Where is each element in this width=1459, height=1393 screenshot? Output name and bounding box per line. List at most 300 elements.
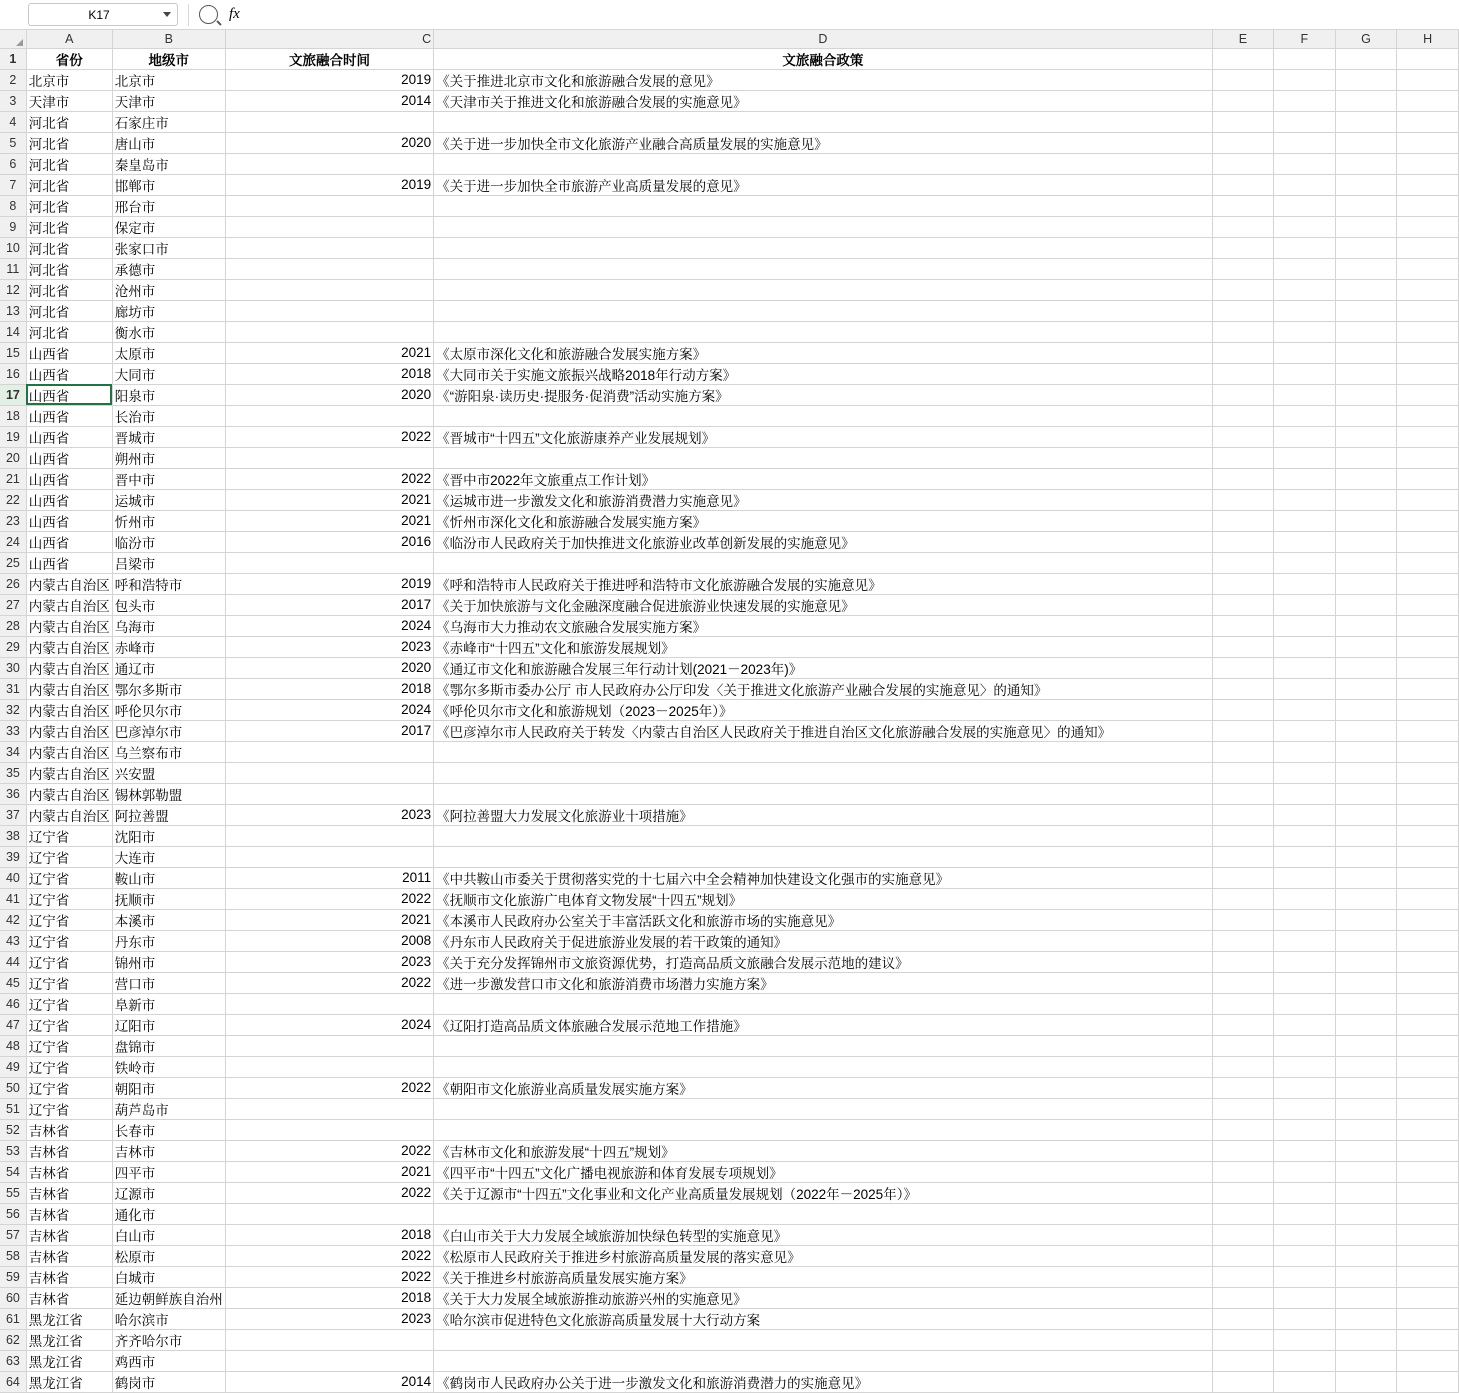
table-row[interactable]	[0, 720, 1459, 741]
cell-b17[interactable]: 阳泉市	[112, 384, 225, 405]
cell-a59[interactable]: 吉林省	[26, 1266, 112, 1287]
cell-e24[interactable]	[1212, 531, 1274, 552]
cell-h42[interactable]	[1397, 909, 1459, 930]
cell-b45[interactable]: 营口市	[112, 972, 225, 993]
row-header[interactable]: 51	[0, 1098, 26, 1119]
table-row[interactable]	[0, 1329, 1459, 1350]
cell-a43[interactable]: 辽宁省	[26, 930, 112, 951]
cell-e26[interactable]	[1212, 573, 1274, 594]
column-header-g[interactable]: G	[1335, 30, 1397, 48]
cell-h28[interactable]	[1397, 615, 1459, 636]
cell-d61[interactable]: 《哈尔滨市促进特色文化旅游高质量发展十大行动方案	[434, 1308, 1213, 1329]
cell-c28[interactable]: 2024	[225, 615, 433, 636]
cell-e63[interactable]	[1212, 1350, 1274, 1371]
cell-d56[interactable]	[434, 1203, 1213, 1224]
cell-c1[interactable]: 文旅融合时间	[225, 48, 433, 69]
cell-h30[interactable]	[1397, 657, 1459, 678]
table-row[interactable]	[0, 909, 1459, 930]
cell-b40[interactable]: 鞍山市	[112, 867, 225, 888]
cell-b29[interactable]: 赤峰市	[112, 636, 225, 657]
cell-g11[interactable]	[1335, 258, 1397, 279]
cell-b1[interactable]: 地级市	[112, 48, 225, 69]
cell-c20[interactable]	[225, 447, 433, 468]
cell-c45[interactable]: 2022	[225, 972, 433, 993]
cell-b58[interactable]: 松原市	[112, 1245, 225, 1266]
row-header[interactable]: 25	[0, 552, 26, 573]
cell-f46[interactable]	[1274, 993, 1335, 1014]
row-header[interactable]: 50	[0, 1077, 26, 1098]
cell-h24[interactable]	[1397, 531, 1459, 552]
cell-c7[interactable]: 2019	[225, 174, 433, 195]
cell-h26[interactable]	[1397, 573, 1459, 594]
cell-c15[interactable]: 2021	[225, 342, 433, 363]
table-row[interactable]	[0, 657, 1459, 678]
cell-b7[interactable]: 邯郸市	[112, 174, 225, 195]
row-header[interactable]: 17	[0, 384, 26, 405]
cell-c51[interactable]	[225, 1098, 433, 1119]
cell-d60[interactable]: 《关于大力发展全域旅游推动旅游兴州的实施意见》	[434, 1287, 1213, 1308]
cell-a11[interactable]: 河北省	[26, 258, 112, 279]
cell-f59[interactable]	[1274, 1266, 1335, 1287]
cell-e5[interactable]	[1212, 132, 1274, 153]
cell-d12[interactable]	[434, 279, 1213, 300]
row-header[interactable]: 57	[0, 1224, 26, 1245]
cell-g7[interactable]	[1335, 174, 1397, 195]
cell-h23[interactable]	[1397, 510, 1459, 531]
cell-h34[interactable]	[1397, 741, 1459, 762]
cell-e28[interactable]	[1212, 615, 1274, 636]
cell-e21[interactable]	[1212, 468, 1274, 489]
cell-c23[interactable]: 2021	[225, 510, 433, 531]
table-row[interactable]	[0, 384, 1459, 405]
cell-e46[interactable]	[1212, 993, 1274, 1014]
cell-f25[interactable]	[1274, 552, 1335, 573]
cell-h22[interactable]	[1397, 489, 1459, 510]
cell-a12[interactable]: 河北省	[26, 279, 112, 300]
cell-f42[interactable]	[1274, 909, 1335, 930]
cell-f7[interactable]	[1274, 174, 1335, 195]
cell-b60[interactable]: 延边朝鲜族自治州	[112, 1287, 225, 1308]
cell-d62[interactable]	[434, 1329, 1213, 1350]
cell-f38[interactable]	[1274, 825, 1335, 846]
cell-h47[interactable]	[1397, 1014, 1459, 1035]
cell-h40[interactable]	[1397, 867, 1459, 888]
cell-c62[interactable]	[225, 1329, 433, 1350]
row-header[interactable]: 12	[0, 279, 26, 300]
cell-d45[interactable]: 《进一步激发营口市文化和旅游消费市场潜力实施方案》	[434, 972, 1213, 993]
table-row[interactable]	[0, 447, 1459, 468]
cell-b49[interactable]: 铁岭市	[112, 1056, 225, 1077]
cell-f55[interactable]	[1274, 1182, 1335, 1203]
cell-b46[interactable]: 阜新市	[112, 993, 225, 1014]
cell-a52[interactable]: 吉林省	[26, 1119, 112, 1140]
cell-e3[interactable]	[1212, 90, 1274, 111]
cell-f52[interactable]	[1274, 1119, 1335, 1140]
cell-a17[interactable]: 山西省	[26, 384, 112, 405]
cell-b18[interactable]: 长治市	[112, 405, 225, 426]
cell-e30[interactable]	[1212, 657, 1274, 678]
cell-f51[interactable]	[1274, 1098, 1335, 1119]
cell-d35[interactable]	[434, 762, 1213, 783]
cell-g15[interactable]	[1335, 342, 1397, 363]
row-header[interactable]: 18	[0, 405, 26, 426]
cell-d15[interactable]: 《太原市深化文化和旅游融合发展实施方案》	[434, 342, 1213, 363]
table-row[interactable]	[0, 783, 1459, 804]
cell-a42[interactable]: 辽宁省	[26, 909, 112, 930]
cell-f36[interactable]	[1274, 783, 1335, 804]
cell-b61[interactable]: 哈尔滨市	[112, 1308, 225, 1329]
cell-g17[interactable]	[1335, 384, 1397, 405]
cell-a6[interactable]: 河北省	[26, 153, 112, 174]
cell-e29[interactable]	[1212, 636, 1274, 657]
cell-g9[interactable]	[1335, 216, 1397, 237]
cell-c58[interactable]: 2022	[225, 1245, 433, 1266]
cell-d39[interactable]	[434, 846, 1213, 867]
cell-a57[interactable]: 吉林省	[26, 1224, 112, 1245]
table-row[interactable]	[0, 321, 1459, 342]
table-row[interactable]	[0, 1182, 1459, 1203]
cell-d58[interactable]: 《松原市人民政府关于推进乡村旅游高质量发展的落实意见》	[434, 1245, 1213, 1266]
cell-e17[interactable]	[1212, 384, 1274, 405]
table-row[interactable]	[0, 594, 1459, 615]
cell-a46[interactable]: 辽宁省	[26, 993, 112, 1014]
cell-c43[interactable]: 2008	[225, 930, 433, 951]
cell-h7[interactable]	[1397, 174, 1459, 195]
row-header[interactable]: 59	[0, 1266, 26, 1287]
cell-g1[interactable]	[1335, 48, 1397, 69]
row-header[interactable]: 4	[0, 111, 26, 132]
cell-d28[interactable]: 《乌海市大力推动农文旅融合发展实施方案》	[434, 615, 1213, 636]
table-row[interactable]	[0, 342, 1459, 363]
cell-e53[interactable]	[1212, 1140, 1274, 1161]
cell-e60[interactable]	[1212, 1287, 1274, 1308]
cell-c2[interactable]: 2019	[225, 69, 433, 90]
table-row[interactable]	[0, 846, 1459, 867]
cell-b31[interactable]: 鄂尔多斯市	[112, 678, 225, 699]
cell-f19[interactable]	[1274, 426, 1335, 447]
cell-g4[interactable]	[1335, 111, 1397, 132]
cell-h36[interactable]	[1397, 783, 1459, 804]
row-header[interactable]: 44	[0, 951, 26, 972]
cell-d29[interactable]: 《赤峰市“十四五”文化和旅游发展规划》	[434, 636, 1213, 657]
row-header[interactable]: 28	[0, 615, 26, 636]
cell-e27[interactable]	[1212, 594, 1274, 615]
cell-c30[interactable]: 2020	[225, 657, 433, 678]
cell-c54[interactable]: 2021	[225, 1161, 433, 1182]
table-row[interactable]	[0, 405, 1459, 426]
row-header[interactable]: 32	[0, 699, 26, 720]
cell-h38[interactable]	[1397, 825, 1459, 846]
cell-e7[interactable]	[1212, 174, 1274, 195]
cell-b59[interactable]: 白城市	[112, 1266, 225, 1287]
cell-f35[interactable]	[1274, 762, 1335, 783]
cell-f43[interactable]	[1274, 930, 1335, 951]
cell-g22[interactable]	[1335, 489, 1397, 510]
cell-d2[interactable]: 《关于推进北京市文化和旅游融合发展的意见》	[434, 69, 1213, 90]
table-row[interactable]	[0, 1224, 1459, 1245]
row-header[interactable]: 24	[0, 531, 26, 552]
cell-d5[interactable]: 《关于进一步加快全市文化旅游产业融合高质量发展的实施意见》	[434, 132, 1213, 153]
cell-g23[interactable]	[1335, 510, 1397, 531]
cell-c19[interactable]: 2022	[225, 426, 433, 447]
cell-e47[interactable]	[1212, 1014, 1274, 1035]
cell-e43[interactable]	[1212, 930, 1274, 951]
cell-c27[interactable]: 2017	[225, 594, 433, 615]
cell-d11[interactable]	[434, 258, 1213, 279]
cell-d18[interactable]	[434, 405, 1213, 426]
cell-e57[interactable]	[1212, 1224, 1274, 1245]
cell-e15[interactable]	[1212, 342, 1274, 363]
cell-g8[interactable]	[1335, 195, 1397, 216]
cell-h63[interactable]	[1397, 1350, 1459, 1371]
cell-g64[interactable]	[1335, 1371, 1397, 1392]
cell-f2[interactable]	[1274, 69, 1335, 90]
cell-g12[interactable]	[1335, 279, 1397, 300]
cell-b63[interactable]: 鸡西市	[112, 1350, 225, 1371]
cell-d23[interactable]: 《忻州市深化文化和旅游融合发展实施方案》	[434, 510, 1213, 531]
cell-h31[interactable]	[1397, 678, 1459, 699]
cell-f50[interactable]	[1274, 1077, 1335, 1098]
cell-c40[interactable]: 2011	[225, 867, 433, 888]
cell-e9[interactable]	[1212, 216, 1274, 237]
cell-f49[interactable]	[1274, 1056, 1335, 1077]
cell-b5[interactable]: 唐山市	[112, 132, 225, 153]
cell-f32[interactable]	[1274, 699, 1335, 720]
cell-e55[interactable]	[1212, 1182, 1274, 1203]
cell-d22[interactable]: 《运城市进一步激发文化和旅游消费潜力实施意见》	[434, 489, 1213, 510]
cell-e56[interactable]	[1212, 1203, 1274, 1224]
cell-c37[interactable]: 2023	[225, 804, 433, 825]
cell-b10[interactable]: 张家口市	[112, 237, 225, 258]
row-header[interactable]: 47	[0, 1014, 26, 1035]
cell-a55[interactable]: 吉林省	[26, 1182, 112, 1203]
cell-c29[interactable]: 2023	[225, 636, 433, 657]
cell-b22[interactable]: 运城市	[112, 489, 225, 510]
row-header[interactable]: 20	[0, 447, 26, 468]
cell-a18[interactable]: 山西省	[26, 405, 112, 426]
cell-b9[interactable]: 保定市	[112, 216, 225, 237]
table-row[interactable]	[0, 90, 1459, 111]
table-row[interactable]	[0, 615, 1459, 636]
cell-g21[interactable]	[1335, 468, 1397, 489]
row-header[interactable]: 31	[0, 678, 26, 699]
cell-b39[interactable]: 大连市	[112, 846, 225, 867]
cell-e23[interactable]	[1212, 510, 1274, 531]
cell-h16[interactable]	[1397, 363, 1459, 384]
row-header[interactable]: 53	[0, 1140, 26, 1161]
cell-e59[interactable]	[1212, 1266, 1274, 1287]
cell-f27[interactable]	[1274, 594, 1335, 615]
cell-a26[interactable]: 内蒙古自治区	[26, 573, 112, 594]
cell-d55[interactable]: 《关于辽源市“十四五”文化事业和文化产业高质量发展规划（2022年－2025年）》	[434, 1182, 1213, 1203]
cell-f13[interactable]	[1274, 300, 1335, 321]
zoom-icon[interactable]	[199, 5, 218, 24]
cell-h62[interactable]	[1397, 1329, 1459, 1350]
cell-f39[interactable]	[1274, 846, 1335, 867]
cell-c59[interactable]: 2022	[225, 1266, 433, 1287]
cell-g42[interactable]	[1335, 909, 1397, 930]
table-row[interactable]	[0, 48, 1459, 69]
cell-f62[interactable]	[1274, 1329, 1335, 1350]
row-header[interactable]: 49	[0, 1056, 26, 1077]
cell-e8[interactable]	[1212, 195, 1274, 216]
table-row[interactable]	[0, 174, 1459, 195]
cell-h53[interactable]	[1397, 1140, 1459, 1161]
row-header[interactable]: 30	[0, 657, 26, 678]
cell-g49[interactable]	[1335, 1056, 1397, 1077]
cell-g26[interactable]	[1335, 573, 1397, 594]
cell-f34[interactable]	[1274, 741, 1335, 762]
cell-b51[interactable]: 葫芦岛市	[112, 1098, 225, 1119]
table-row[interactable]	[0, 1245, 1459, 1266]
cell-a49[interactable]: 辽宁省	[26, 1056, 112, 1077]
cell-c13[interactable]	[225, 300, 433, 321]
cell-d25[interactable]	[434, 552, 1213, 573]
cell-h20[interactable]	[1397, 447, 1459, 468]
cell-g35[interactable]	[1335, 762, 1397, 783]
cell-h54[interactable]	[1397, 1161, 1459, 1182]
cell-a54[interactable]: 吉林省	[26, 1161, 112, 1182]
cell-h15[interactable]	[1397, 342, 1459, 363]
cell-e16[interactable]	[1212, 363, 1274, 384]
cell-b32[interactable]: 呼伦贝尔市	[112, 699, 225, 720]
cell-a39[interactable]: 辽宁省	[26, 846, 112, 867]
cell-c32[interactable]: 2024	[225, 699, 433, 720]
cell-a24[interactable]: 山西省	[26, 531, 112, 552]
cell-f24[interactable]	[1274, 531, 1335, 552]
cell-h18[interactable]	[1397, 405, 1459, 426]
cell-h25[interactable]	[1397, 552, 1459, 573]
cell-g60[interactable]	[1335, 1287, 1397, 1308]
table-row[interactable]	[0, 1266, 1459, 1287]
cell-f57[interactable]	[1274, 1224, 1335, 1245]
table-row[interactable]	[0, 1077, 1459, 1098]
row-header[interactable]: 8	[0, 195, 26, 216]
column-header-b[interactable]: B	[112, 30, 225, 48]
cell-f15[interactable]	[1274, 342, 1335, 363]
cell-b64[interactable]: 鹤岗市	[112, 1371, 225, 1392]
cell-d19[interactable]: 《晋城市“十四五”文化旅游康养产业发展规划》	[434, 426, 1213, 447]
cell-b38[interactable]: 沈阳市	[112, 825, 225, 846]
cell-g16[interactable]	[1335, 363, 1397, 384]
name-box[interactable]	[28, 3, 178, 26]
cell-e10[interactable]	[1212, 237, 1274, 258]
cell-h8[interactable]	[1397, 195, 1459, 216]
cell-h59[interactable]	[1397, 1266, 1459, 1287]
table-row[interactable]	[0, 258, 1459, 279]
cell-c64[interactable]: 2014	[225, 1371, 433, 1392]
cell-c36[interactable]	[225, 783, 433, 804]
cell-b37[interactable]: 阿拉善盟	[112, 804, 225, 825]
cell-c46[interactable]	[225, 993, 433, 1014]
cell-a33[interactable]: 内蒙古自治区	[26, 720, 112, 741]
cell-a60[interactable]: 吉林省	[26, 1287, 112, 1308]
cell-a15[interactable]: 山西省	[26, 342, 112, 363]
cell-e12[interactable]	[1212, 279, 1274, 300]
row-header[interactable]: 45	[0, 972, 26, 993]
cell-f29[interactable]	[1274, 636, 1335, 657]
cell-c31[interactable]: 2018	[225, 678, 433, 699]
cell-f21[interactable]	[1274, 468, 1335, 489]
cell-c61[interactable]: 2023	[225, 1308, 433, 1329]
cell-b12[interactable]: 沧州市	[112, 279, 225, 300]
cell-a51[interactable]: 辽宁省	[26, 1098, 112, 1119]
cell-f48[interactable]	[1274, 1035, 1335, 1056]
cell-b16[interactable]: 大同市	[112, 363, 225, 384]
cell-e52[interactable]	[1212, 1119, 1274, 1140]
row-header[interactable]: 2	[0, 69, 26, 90]
cell-e61[interactable]	[1212, 1308, 1274, 1329]
row-header[interactable]: 42	[0, 909, 26, 930]
cell-b13[interactable]: 廊坊市	[112, 300, 225, 321]
cell-h64[interactable]	[1397, 1371, 1459, 1392]
cell-h56[interactable]	[1397, 1203, 1459, 1224]
cell-c44[interactable]: 2023	[225, 951, 433, 972]
row-header[interactable]: 40	[0, 867, 26, 888]
cell-c18[interactable]	[225, 405, 433, 426]
cell-d47[interactable]: 《辽阳打造高品质文体旅融合发展示范地工作措施》	[434, 1014, 1213, 1035]
cell-h19[interactable]	[1397, 426, 1459, 447]
cell-d9[interactable]	[434, 216, 1213, 237]
cell-e51[interactable]	[1212, 1098, 1274, 1119]
cell-g30[interactable]	[1335, 657, 1397, 678]
cell-e33[interactable]	[1212, 720, 1274, 741]
cell-f12[interactable]	[1274, 279, 1335, 300]
row-header[interactable]: 61	[0, 1308, 26, 1329]
cell-h21[interactable]	[1397, 468, 1459, 489]
row-header[interactable]: 13	[0, 300, 26, 321]
cell-d32[interactable]: 《呼伦贝尔市文化和旅游规划（2023－2025年）》	[434, 699, 1213, 720]
table-row[interactable]	[0, 804, 1459, 825]
cell-d52[interactable]	[434, 1119, 1213, 1140]
select-all-corner[interactable]	[0, 30, 26, 48]
cell-d59[interactable]: 《关于推进乡村旅游高质量发展实施方案》	[434, 1266, 1213, 1287]
cell-h3[interactable]	[1397, 90, 1459, 111]
cell-d48[interactable]	[434, 1035, 1213, 1056]
cell-f56[interactable]	[1274, 1203, 1335, 1224]
cell-g36[interactable]	[1335, 783, 1397, 804]
cell-g19[interactable]	[1335, 426, 1397, 447]
cell-h33[interactable]	[1397, 720, 1459, 741]
cell-g20[interactable]	[1335, 447, 1397, 468]
table-row[interactable]	[0, 1161, 1459, 1182]
cell-c11[interactable]	[225, 258, 433, 279]
cell-h12[interactable]	[1397, 279, 1459, 300]
cell-b2[interactable]: 北京市	[112, 69, 225, 90]
cell-c9[interactable]	[225, 216, 433, 237]
cell-f16[interactable]	[1274, 363, 1335, 384]
cell-g34[interactable]	[1335, 741, 1397, 762]
cell-d10[interactable]	[434, 237, 1213, 258]
row-header[interactable]: 23	[0, 510, 26, 531]
cell-a30[interactable]: 内蒙古自治区	[26, 657, 112, 678]
cell-c25[interactable]	[225, 552, 433, 573]
table-row[interactable]	[0, 1014, 1459, 1035]
cell-g25[interactable]	[1335, 552, 1397, 573]
cell-g27[interactable]	[1335, 594, 1397, 615]
cell-g48[interactable]	[1335, 1035, 1397, 1056]
cell-a3[interactable]: 天津市	[26, 90, 112, 111]
cell-h55[interactable]	[1397, 1182, 1459, 1203]
cell-h5[interactable]	[1397, 132, 1459, 153]
cell-a34[interactable]: 内蒙古自治区	[26, 741, 112, 762]
cell-c8[interactable]	[225, 195, 433, 216]
cell-h1[interactable]	[1397, 48, 1459, 69]
cell-d42[interactable]: 《本溪市人民政府办公室关于丰富活跃文化和旅游市场的实施意见》	[434, 909, 1213, 930]
cell-e11[interactable]	[1212, 258, 1274, 279]
cell-e62[interactable]	[1212, 1329, 1274, 1350]
cell-b28[interactable]: 乌海市	[112, 615, 225, 636]
